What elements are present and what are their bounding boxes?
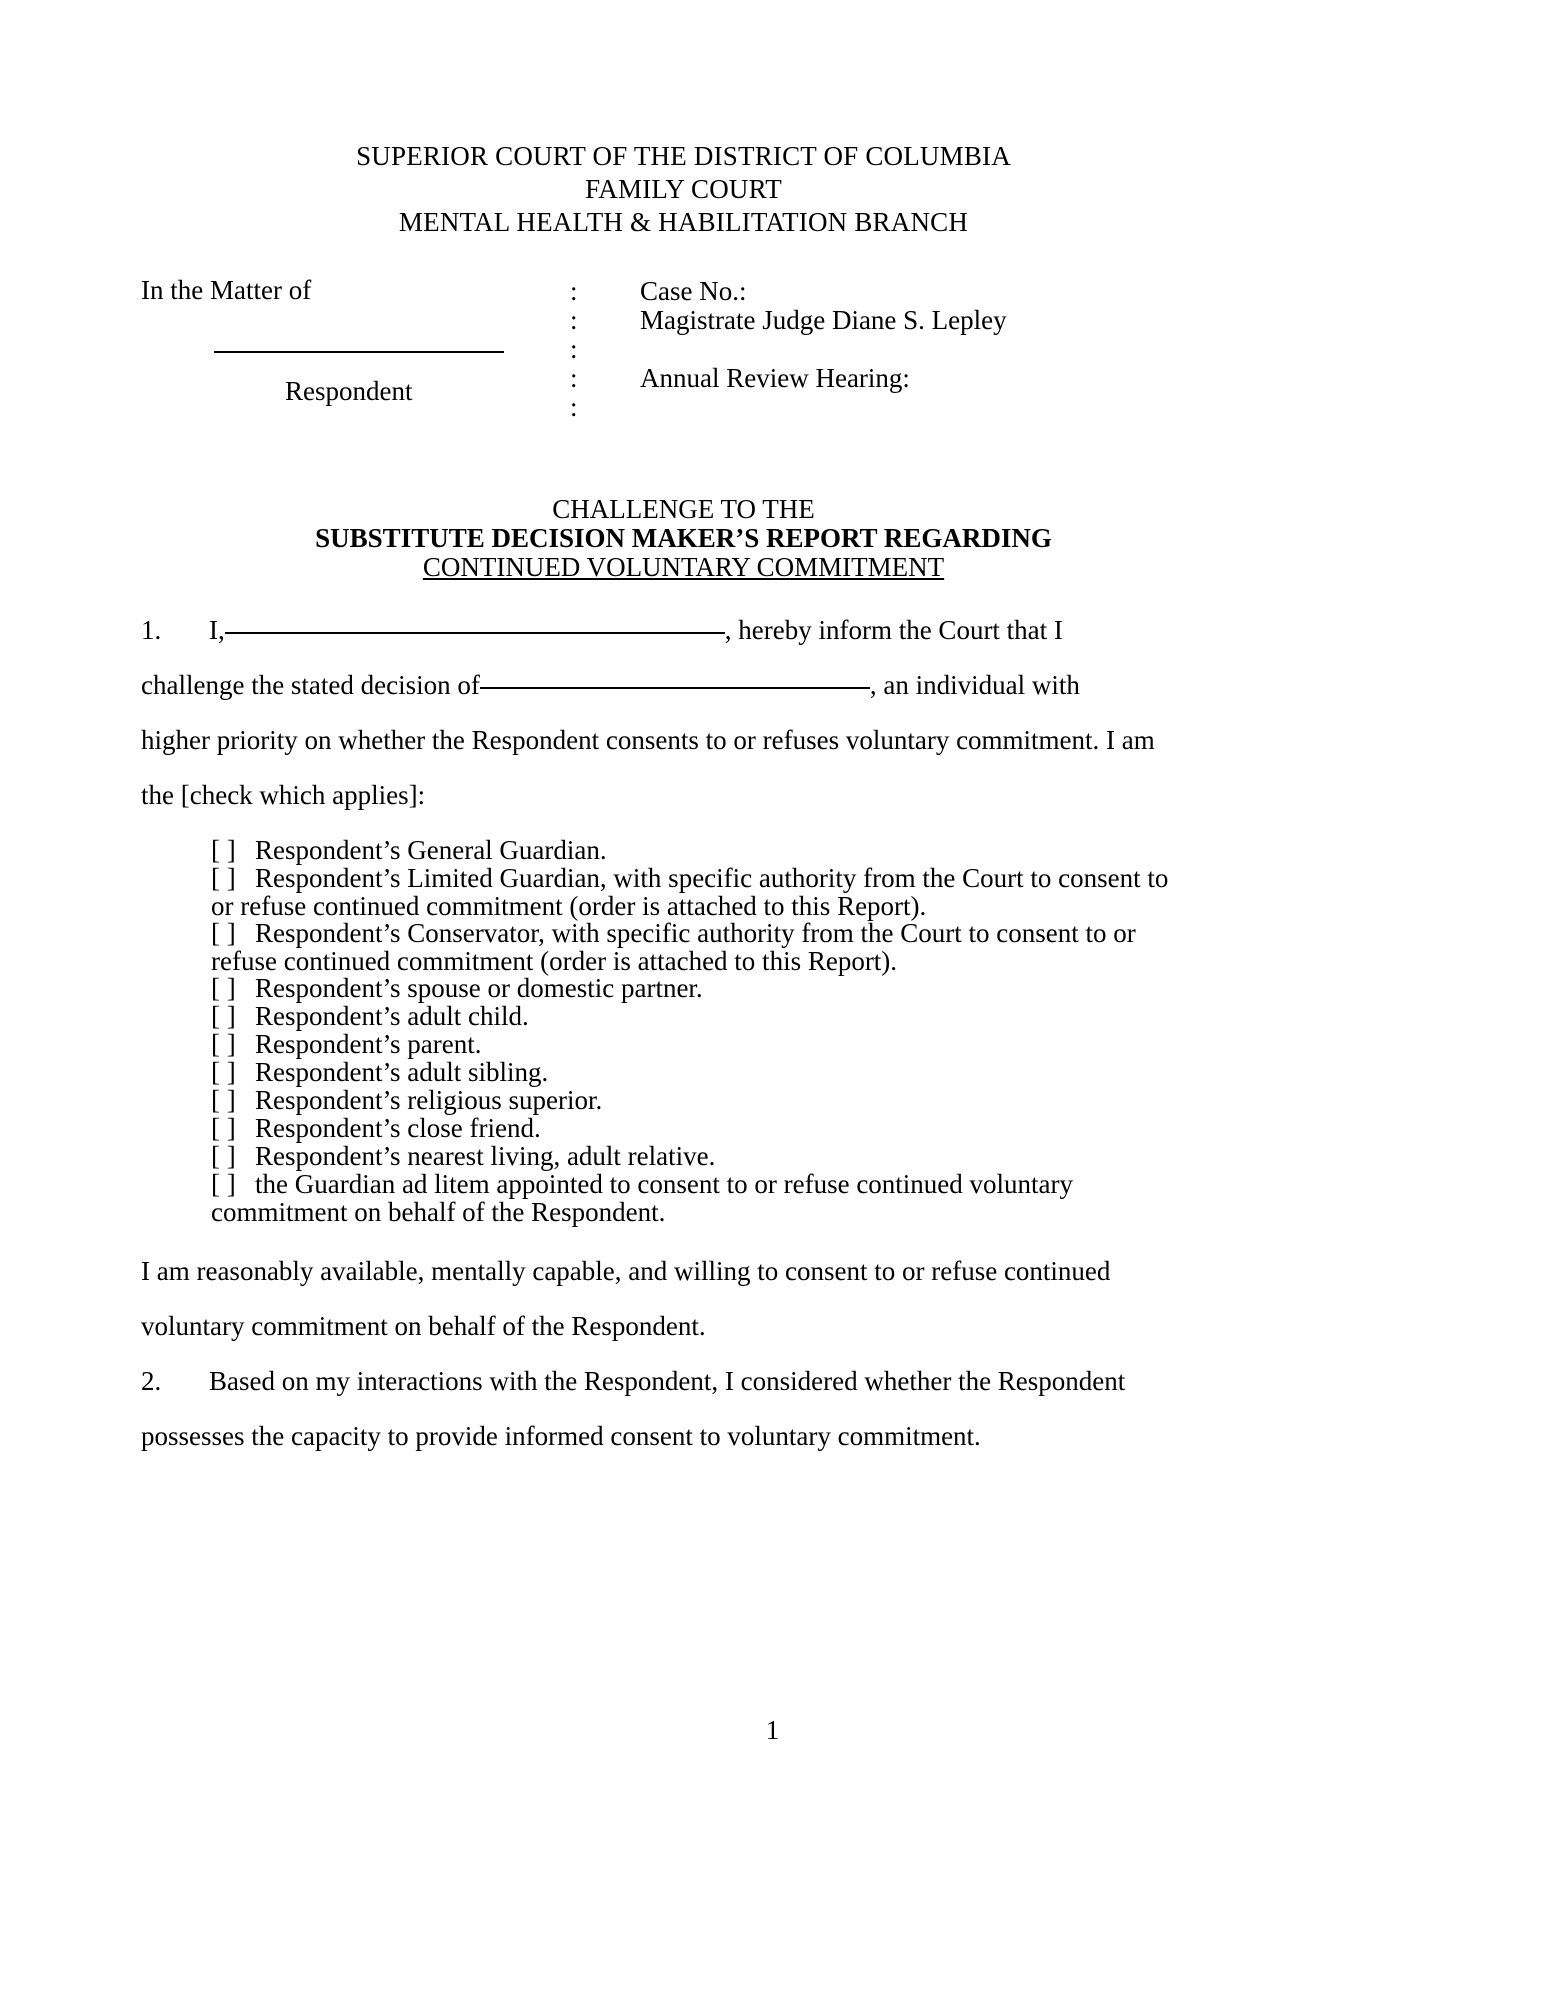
checklist-item-label: Respondent’s parent. [255,1029,482,1060]
court-header [141,140,1226,239]
declarant-name-blank[interactable] [225,632,725,634]
caption-right-blank-1 [640,335,1200,364]
caption-colon-3: : [570,333,578,364]
paragraph-1-lead: I, [209,615,225,646]
checkbox-icon[interactable]: [ ] [211,1113,236,1144]
case-caption [141,274,1226,437]
checklist-item-label: Respondent’s close friend. [255,1113,541,1144]
court-header-line-1: SUPERIOR COURT OF THE DISTRICT OF COLUMBIA [356,141,1011,171]
document-body [141,617,1226,1450]
checklist-item-label: Respondent’s religious superior. [255,1085,603,1116]
caption-colon-column [570,277,590,422]
checklist-item-label: Respondent’s adult child. [255,1001,529,1032]
page-number: 1 [765,1715,780,1745]
challenge-decision-suffix: , an individual with [869,670,1080,701]
magistrate-judge-label: Magistrate Judge Diane S. Lepley [640,304,1007,335]
paragraph-2-line-1 [141,1368,1226,1395]
document-content [141,140,1226,1478]
availability-statement-line-1: I am reasonably available, mentally capable, and willing to consent to or refuse continued [141,1256,1111,1287]
checklist-item[interactable] [211,1143,1226,1171]
checkbox-icon[interactable]: [ ] [211,973,236,1004]
substitute-decision-maker-checklist [211,837,1226,1226]
checklist-item[interactable] [211,1087,1226,1115]
checkbox-icon[interactable]: [ ] [211,1001,236,1032]
checkbox-icon[interactable]: [ ] [211,1029,236,1060]
checklist-item[interactable] [211,1003,1226,1031]
checklist-item[interactable] [211,920,1226,975]
caption-colon-4: : [570,362,578,393]
paragraph-1-line-1 [141,617,1226,644]
in-the-matter-of-label: In the Matter of [141,274,312,305]
caption-colon-1: : [570,275,578,306]
checklist-item[interactable] [211,975,1226,1003]
document-title-line-2: SUBSTITUTE DECISION MAKER’S REPORT REGARDING [315,522,1052,553]
checklist-item-label: Respondent’s nearest living, adult relative. [255,1141,716,1172]
decision-maker-name-blank[interactable] [480,687,870,689]
checklist-item-label: Respondent’s adult sibling. [255,1057,549,1088]
checklist-item-continuation: or refuse continued commitment (order is attached to this Report). [211,891,927,922]
document-title-line-3: CONTINUED VOLUNTARY COMMITMENT [422,551,945,582]
respondent-label: Respondent [285,375,413,406]
paragraph-2-line-2: possesses the capacity to provide informed consent to voluntary commitment. [141,1421,981,1452]
annual-review-hearing-label: Annual Review Hearing: [640,362,910,393]
checklist-item[interactable] [211,837,1226,865]
checklist-item[interactable] [211,1115,1226,1143]
checkbox-icon[interactable]: [ ] [211,1057,236,1088]
paragraph-1-after-name: , hereby inform the Court that I [724,615,1063,646]
checklist-item-continuation: commitment on behalf of the Respondent. [211,1197,666,1228]
document-title-line-1: CHALLENGE TO THE [552,493,815,524]
checkbox-icon[interactable]: [ ] [211,835,236,866]
caption-colon-5: : [570,391,578,422]
checklist-item-label: Respondent’s spouse or domestic partner. [255,973,703,1004]
paragraph-1-line-2 [141,672,1226,699]
checkbox-icon[interactable]: [ ] [211,1141,236,1172]
paragraph-2-number: 2. [141,1366,162,1397]
respondent-name-blank-line [214,351,504,353]
document-title [141,495,1226,582]
challenge-decision-prefix: challenge the stated decision of [141,670,480,701]
paragraph-1-line-4: the [check which applies]: [141,780,426,811]
caption-colon-2: : [570,304,578,335]
caption-right-column [640,277,1200,422]
court-header-line-3: MENTAL HEALTH & HABILITATION BRANCH [398,206,969,237]
checklist-item-label: Respondent’s Conservator, with specific authority from the Court to consent to or [255,918,1136,949]
checklist-item-label: Respondent’s General Guardian. [255,835,607,866]
checklist-item-label: Respondent’s Limited Guardian, with specific authority from the Court to consent to [255,863,1169,894]
checkbox-icon[interactable]: [ ] [211,1085,236,1116]
checkbox-icon[interactable]: [ ] [211,1169,236,1200]
availability-statement-line-2: voluntary commitment on behalf of the Respondent. [141,1311,706,1342]
checklist-item[interactable] [211,865,1226,920]
court-header-line-2: FAMILY COURT [585,173,782,204]
checklist-item-label: the Guardian ad litem appointed to consent to or refuse continued voluntary [255,1169,1074,1200]
case-number-label: Case No.: [640,275,747,306]
checkbox-icon[interactable]: [ ] [211,863,236,894]
caption-right-blank-2 [640,393,1200,422]
checklist-item-continuation: refuse continued commitment (order is attached to this Report). [211,946,898,977]
paragraph-2-text: Based on my interactions with the Respondent, I considered whether the Respondent [209,1366,1126,1397]
checkbox-icon[interactable]: [ ] [211,918,236,949]
checklist-item[interactable] [211,1059,1226,1087]
paragraph-1-number: 1. [141,615,162,646]
checklist-item[interactable] [211,1031,1226,1059]
paragraph-1-line-3: higher priority on whether the Respondent consents to or refuses voluntary commitment. I am [141,725,1155,756]
checklist-item[interactable] [211,1171,1226,1226]
